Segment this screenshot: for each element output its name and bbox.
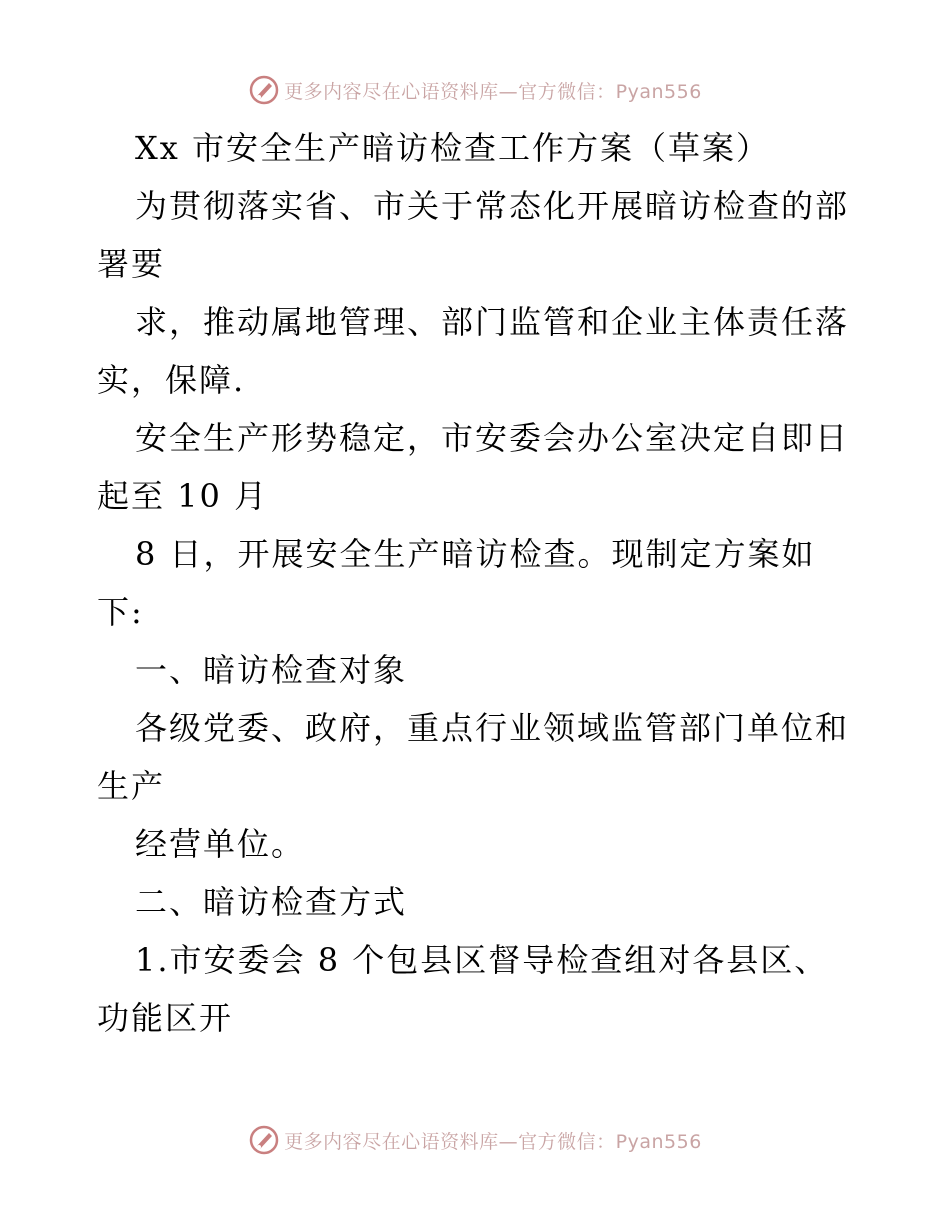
- paragraph-line: 为贯彻落实省、市关于常态化开展暗访检查的部: [135, 187, 850, 225]
- watermark-top: [0, 70, 950, 110]
- paragraph-line: 起至 10 月: [97, 477, 269, 515]
- paragraph-line: 署要: [97, 245, 166, 283]
- section-heading: 二、暗访检查方式: [135, 883, 408, 921]
- watermark-text: 更多内容尽在心语资料库—官方微信：Pyan556: [284, 80, 702, 103]
- document-title: Xx 市安全生产暗访检查工作方案（草案）: [135, 129, 771, 167]
- watermark-bottom: [0, 1120, 950, 1160]
- paragraph-line: 1.市安委会 8 个包县区督导检查组对各县区、: [135, 941, 829, 979]
- paragraph-line: 下:: [97, 593, 144, 631]
- paragraph-line: 8 日，开展安全生产暗访检查。现制定方案如: [135, 535, 816, 573]
- paragraph-line: 生产: [97, 767, 166, 805]
- watermark-text: 更多内容尽在心语资料库—官方微信：Pyan556: [284, 1130, 702, 1153]
- paragraph-line: 安全生产形势稳定，市安委会办公室决定自即日: [135, 419, 850, 457]
- paragraph-line: 各级党委、政府，重点行业领域监管部门单位和: [135, 709, 850, 747]
- paragraph-line: 经营单位。: [135, 825, 306, 863]
- paragraph-line: 求，推动属地管理、部门监管和企业主体责任落: [135, 303, 850, 341]
- pen-seal-icon: [248, 74, 280, 106]
- paragraph-line: 功能区开: [97, 999, 234, 1037]
- paragraph-line: 实，保障.: [97, 361, 246, 399]
- pen-seal-icon: [248, 1124, 280, 1156]
- section-heading: 一、暗访检查对象: [135, 651, 408, 689]
